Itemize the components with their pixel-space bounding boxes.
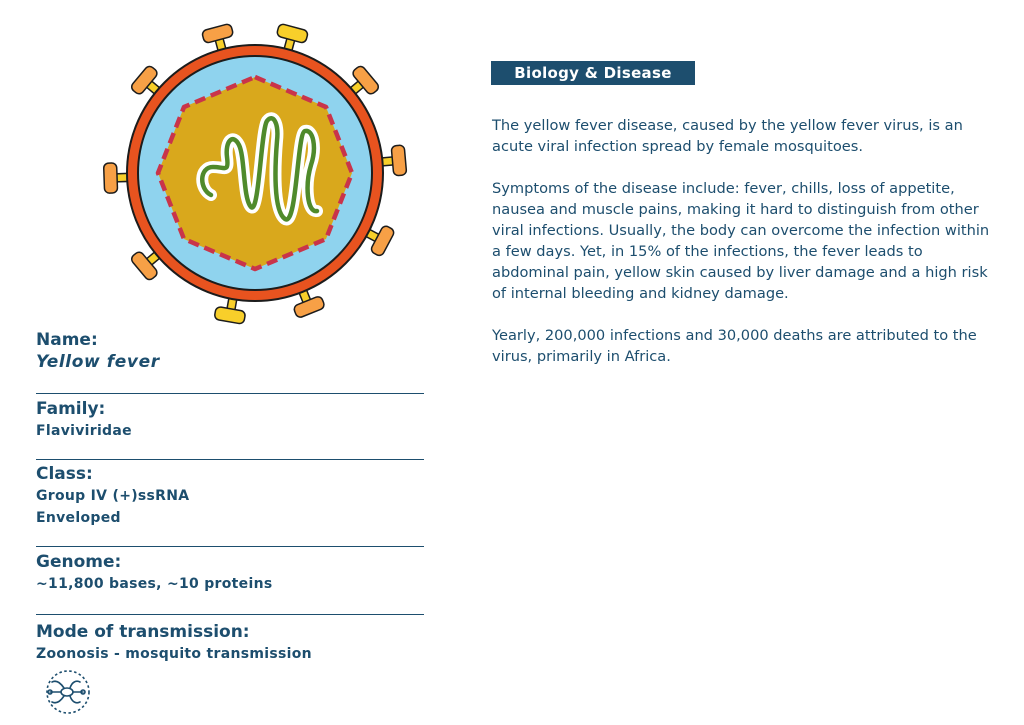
name-block [36, 329, 426, 373]
class-value-primary: Group IV (+)ssRNA [36, 488, 190, 504]
virus-illustration-icon [95, 15, 415, 327]
section-body [492, 115, 992, 388]
family-label: Family: [36, 399, 106, 419]
transmission-value: Zoonosis - mosquito transmission [36, 646, 312, 662]
divider [36, 614, 424, 615]
class-label: Class: [36, 464, 93, 484]
divider [36, 393, 424, 394]
paragraph-symptoms: Symptoms of the disease include: fever, chills, loss of appetite, nausea and muscle pains, making it hard to distinguish from other viral infections. Usually, the body can overcome the infection within a few days. Yet, in 15% of the infections, the fever leads to abdominal pain, yellow skin caused by liver damage and a high risk of internal bleeding and kidney damage. [492, 180, 990, 302]
transmission-block [36, 621, 426, 665]
virus-logo-icon [36, 668, 92, 716]
genome-block [36, 551, 426, 595]
paragraph-statistics: Yearly, 200,000 infections and 30,000 deaths are attributed to the virus, primarily in Africa. [492, 327, 977, 365]
class-value-secondary: Enveloped [36, 510, 121, 526]
class-block [36, 463, 426, 529]
genome-label: Genome: [36, 552, 122, 572]
family-block [36, 398, 426, 442]
name-value: Yellow fever [36, 352, 160, 372]
divider [36, 459, 424, 460]
paragraph-intro: The yellow fever disease, caused by the yellow fever virus, is an acute viral infection spread by female mosquitoes. [492, 117, 963, 155]
genome-value: ~11,800 bases, ~10 proteins [36, 576, 273, 592]
family-value: Flaviviridae [36, 423, 132, 439]
divider [36, 546, 424, 547]
transmission-label: Mode of transmission: [36, 622, 250, 642]
section-heading: Biology & Disease [491, 61, 695, 85]
name-label: Name: [36, 330, 98, 350]
